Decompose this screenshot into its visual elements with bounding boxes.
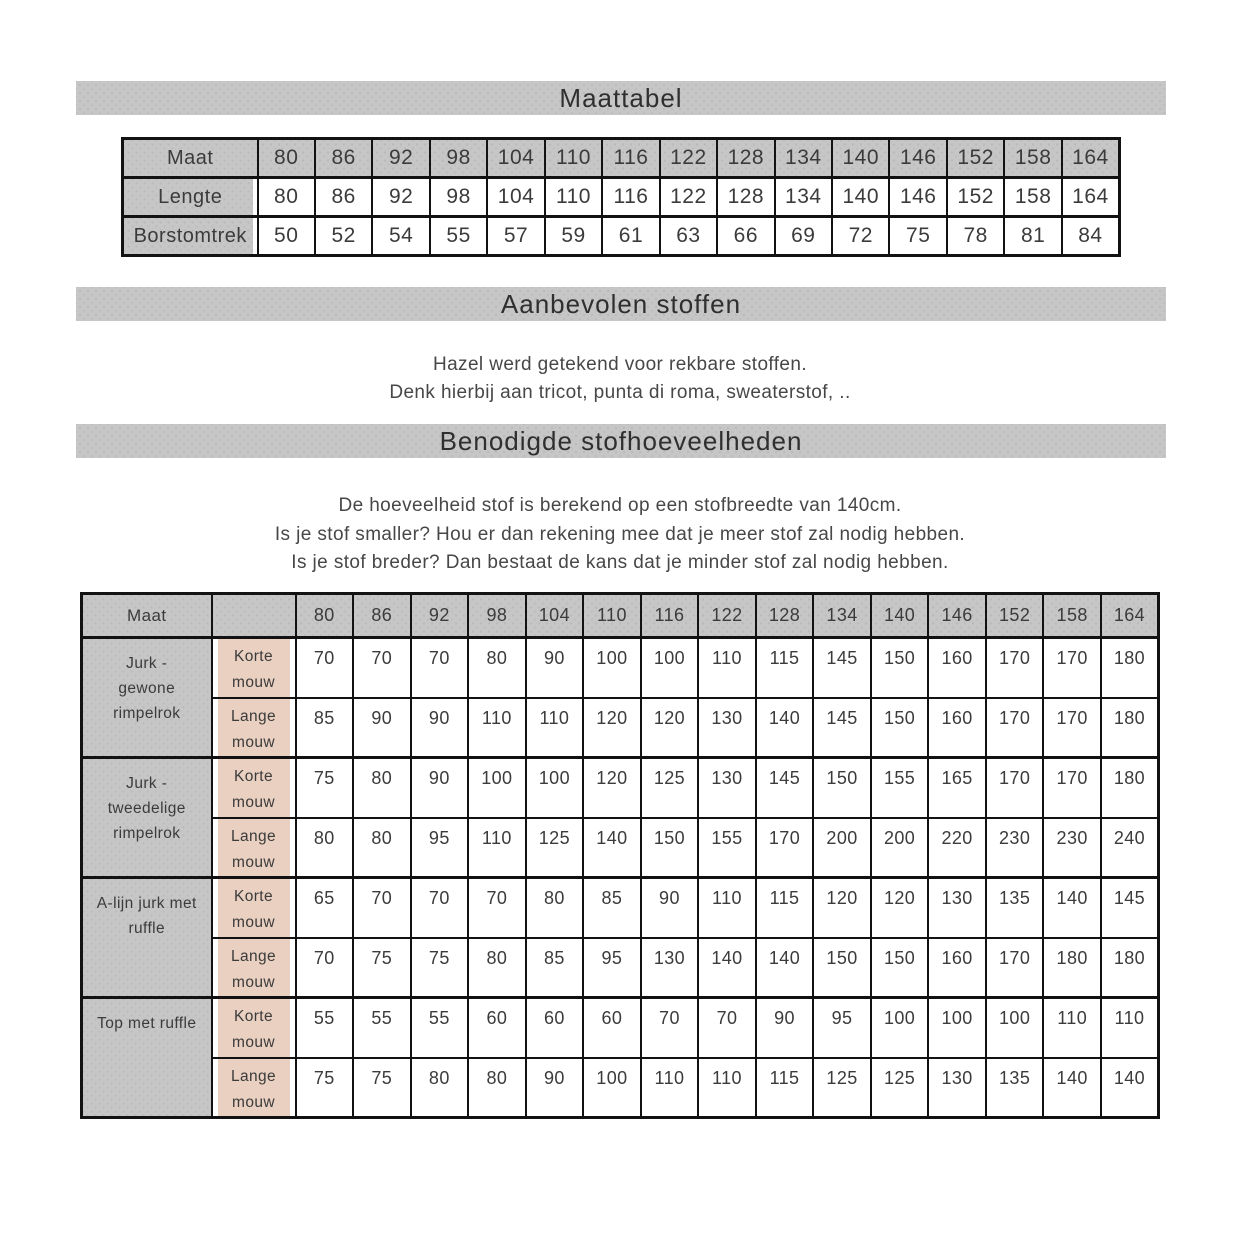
fabric-table-value-cell: 130: [928, 1058, 986, 1118]
size-table-cell: 164: [1062, 178, 1120, 217]
fabric-table-row: [82, 938, 1159, 998]
fabric-table-value-cell: 240: [1101, 818, 1159, 878]
size-table-cell: 140: [832, 139, 889, 178]
fabric-table-header-size: 122: [698, 594, 756, 638]
fabric-table-value-cell: 110: [468, 818, 526, 878]
fabric-table-value-cell: 220: [928, 818, 986, 878]
fabric-table-value-cell: 85: [526, 938, 584, 998]
fabric-table-value-cell: 115: [756, 1058, 814, 1118]
fabric-table-value-cell: 75: [353, 1058, 411, 1118]
fabric-table-value-cell: 140: [583, 818, 641, 878]
fabric-table-value-cell: 70: [296, 938, 354, 998]
fabric-table-value-cell: 180: [1101, 758, 1159, 818]
fabric-table-header-size: 152: [986, 594, 1044, 638]
fabric-table-header-size: 116: [641, 594, 699, 638]
fabric-table-value-cell: 120: [583, 758, 641, 818]
fabric-table-value-cell: 80: [468, 938, 526, 998]
fabric-table-header-size: 110: [583, 594, 641, 638]
fabric-table-value-cell: 100: [928, 998, 986, 1058]
fabric-table-header-size: 140: [871, 594, 929, 638]
fabric-table-sleeve-label: Lange mouw: [212, 698, 296, 758]
size-table-cell: 92: [372, 139, 429, 178]
fabric-table: [80, 592, 1160, 1119]
fabric-table-value-cell: 75: [353, 938, 411, 998]
fabric-table-header-size: 98: [468, 594, 526, 638]
fabric-table-value-cell: 125: [526, 818, 584, 878]
fabric-table-header-empty-cell: [212, 594, 296, 638]
fabric-table-value-cell: 70: [296, 638, 354, 698]
size-table-cell: 146: [889, 139, 946, 178]
section-title-maattabel: Maattabel: [76, 81, 1166, 115]
fabric-table-value-cell: 145: [813, 698, 871, 758]
fabric-table-value-cell: 70: [353, 878, 411, 938]
size-table-cell: 63: [660, 217, 717, 256]
fabric-table-value-cell: 110: [1101, 998, 1159, 1058]
fabric-table-value-cell: 100: [583, 638, 641, 698]
size-table-cell: 122: [660, 178, 717, 217]
size-table-cell: 152: [947, 139, 1004, 178]
size-table-row: [123, 178, 1120, 217]
size-table-cell: 158: [1004, 139, 1061, 178]
size-table-cell: 69: [775, 217, 832, 256]
size-table-cell: 98: [430, 139, 487, 178]
fabric-table-value-cell: 160: [928, 938, 986, 998]
fabric-table-header-size: 134: [813, 594, 871, 638]
fabric-table-value-cell: 170: [1043, 698, 1101, 758]
fabric-table-value-cell: 55: [353, 998, 411, 1058]
fabric-table-value-cell: 80: [526, 878, 584, 938]
fabric-table-value-cell: 170: [986, 758, 1044, 818]
fabric-table-sleeve-label: Korte mouw: [212, 998, 296, 1058]
fabric-table-value-cell: 120: [583, 698, 641, 758]
size-table-cell: 55: [430, 217, 487, 256]
fabric-table-garment-label: Jurk - gewone rimpelrok: [82, 638, 212, 758]
fabric-table-sleeve-label: Korte mouw: [212, 638, 296, 698]
fabric-table-value-cell: 150: [641, 818, 699, 878]
size-table-cell: 81: [1004, 217, 1061, 256]
fabric-table-value-cell: 90: [641, 878, 699, 938]
fabric-table-value-cell: 170: [986, 638, 1044, 698]
size-table-cell: 61: [602, 217, 659, 256]
fabric-table-value-cell: 100: [583, 1058, 641, 1118]
fabric-table-value-cell: 140: [698, 938, 756, 998]
fabric-table-value-cell: 155: [698, 818, 756, 878]
fabric-table-value-cell: 90: [411, 698, 469, 758]
fabric-table-value-cell: 110: [698, 1058, 756, 1118]
fabric-table-header-size: 128: [756, 594, 814, 638]
fabric-table-value-cell: 80: [353, 818, 411, 878]
fabric-table-value-cell: 100: [871, 998, 929, 1058]
size-table-cell: 66: [717, 217, 774, 256]
size-table-cell: 78: [947, 217, 1004, 256]
fabric-table-value-cell: 170: [986, 938, 1044, 998]
fabric-table-value-cell: 110: [641, 1058, 699, 1118]
fabric-table-value-cell: 160: [928, 638, 986, 698]
fabric-table-value-cell: 120: [641, 698, 699, 758]
fabric-table-value-cell: 115: [756, 878, 814, 938]
fabric-table-header-size: 164: [1101, 594, 1159, 638]
fabric-table-value-cell: 60: [583, 998, 641, 1058]
fabric-table-header-row: [82, 594, 1159, 638]
fabric-table-header-label: Maat: [82, 594, 212, 638]
size-table-cell: 152: [947, 178, 1004, 217]
size-table-cell: 80: [258, 139, 315, 178]
size-table-cell: 92: [372, 178, 429, 217]
fabric-table-value-cell: 130: [698, 698, 756, 758]
size-table-cell: 134: [775, 139, 832, 178]
fabric-table-sleeve-label: Lange mouw: [212, 1058, 296, 1118]
size-table-cell: 128: [717, 178, 774, 217]
fabric-table-value-cell: 135: [986, 1058, 1044, 1118]
fabric-table-value-cell: 55: [411, 998, 469, 1058]
fabric-table-value-cell: 80: [411, 1058, 469, 1118]
fabric-table-value-cell: 230: [1043, 818, 1101, 878]
fabric-table-value-cell: 145: [1101, 878, 1159, 938]
size-table-cell: 116: [602, 178, 659, 217]
fabric-table-header-size: 80: [296, 594, 354, 638]
size-table-row-label: Lengte: [123, 178, 258, 217]
fabric-table-value-cell: 80: [468, 638, 526, 698]
fabric-table-value-cell: 150: [871, 638, 929, 698]
size-table-cell: 158: [1004, 178, 1061, 217]
fabric-table-value-cell: 135: [986, 878, 1044, 938]
fabric-table-value-cell: 70: [411, 638, 469, 698]
fabric-table-value-cell: 90: [756, 998, 814, 1058]
fabric-table-value-cell: 85: [583, 878, 641, 938]
fabric-table-value-cell: 150: [813, 938, 871, 998]
fabric-table-value-cell: 110: [468, 698, 526, 758]
fabric-table-value-cell: 90: [526, 1058, 584, 1118]
fabric-table-value-cell: 200: [871, 818, 929, 878]
fabric-table-row: [82, 638, 1159, 698]
fabric-table-value-cell: 80: [353, 758, 411, 818]
size-table-cell: 104: [487, 139, 544, 178]
fabric-table-value-cell: 140: [756, 698, 814, 758]
fabric-table-header-size: 158: [1043, 594, 1101, 638]
fabric-table-value-cell: 70: [468, 878, 526, 938]
fabric-table-value-cell: 145: [756, 758, 814, 818]
size-table-cell: 128: [717, 139, 774, 178]
size-table-cell: 75: [889, 217, 946, 256]
fabric-table-value-cell: 125: [641, 758, 699, 818]
fabric-table-value-cell: 180: [1043, 938, 1101, 998]
size-table: [121, 137, 1121, 257]
fabric-table-value-cell: 130: [928, 878, 986, 938]
size-table-cell: 59: [545, 217, 602, 256]
fabric-table-sleeve-label: Lange mouw: [212, 818, 296, 878]
size-table-cell: 86: [315, 178, 372, 217]
section-title-aanbevolen-stoffen: Aanbevolen stoffen: [76, 287, 1166, 321]
size-table-cell: 98: [430, 178, 487, 217]
fabric-table-row: [82, 1058, 1159, 1118]
fabric-table-sleeve-label: Lange mouw: [212, 938, 296, 998]
fabric-table-value-cell: 70: [353, 638, 411, 698]
fabric-table-header-size: 146: [928, 594, 986, 638]
fabric-table-body: [82, 638, 1159, 1118]
fabric-table-value-cell: 155: [871, 758, 929, 818]
fabric-table-row: [82, 698, 1159, 758]
fabric-table-value-cell: 130: [641, 938, 699, 998]
size-table-cell: 122: [660, 139, 717, 178]
size-table-cell: 84: [1062, 217, 1120, 256]
fabric-table-header-size: 104: [526, 594, 584, 638]
fabric-table-value-cell: 95: [583, 938, 641, 998]
fabric-table-value-cell: 70: [698, 998, 756, 1058]
size-table-cell: 57: [487, 217, 544, 256]
size-table-cell: 72: [832, 217, 889, 256]
size-table-cell: 50: [258, 217, 315, 256]
fabric-table-garment-label: Top met ruffle: [82, 998, 212, 1118]
fabric-table-value-cell: 180: [1101, 698, 1159, 758]
fabric-table-value-cell: 100: [986, 998, 1044, 1058]
fabric-table-header: [82, 594, 1159, 638]
fabric-table-value-cell: 230: [986, 818, 1044, 878]
fabric-table-value-cell: 125: [813, 1058, 871, 1118]
fabric-table-value-cell: 200: [813, 818, 871, 878]
fabric-table-value-cell: 90: [411, 758, 469, 818]
fabric-table-value-cell: 140: [756, 938, 814, 998]
size-table-cell: 54: [372, 217, 429, 256]
fabric-table-garment-label: A-lijn jurk met ruffle: [82, 878, 212, 998]
fabric-table-value-cell: 120: [871, 878, 929, 938]
fabric-table-value-cell: 170: [986, 698, 1044, 758]
fabric-table-value-cell: 110: [698, 638, 756, 698]
fabric-table-value-cell: 170: [756, 818, 814, 878]
size-table-cell: 164: [1062, 139, 1120, 178]
fabric-table-value-cell: 90: [353, 698, 411, 758]
fabric-table-value-cell: 125: [871, 1058, 929, 1118]
fabric-table-value-cell: 145: [813, 638, 871, 698]
fabric-table-value-cell: 115: [756, 638, 814, 698]
size-table-cell: 140: [832, 178, 889, 217]
size-table-cell: 110: [545, 139, 602, 178]
fabric-table-value-cell: 110: [526, 698, 584, 758]
fabric-table-row: [82, 758, 1159, 818]
size-table-cell: 134: [775, 178, 832, 217]
fabric-table-value-cell: 110: [1043, 998, 1101, 1058]
fabric-table-value-cell: 150: [871, 698, 929, 758]
fabric-table-value-cell: 75: [296, 1058, 354, 1118]
fabric-table-value-cell: 75: [411, 938, 469, 998]
fabric-table-row: [82, 878, 1159, 938]
fabric-table-value-cell: 70: [411, 878, 469, 938]
fabric-table-value-cell: 120: [813, 878, 871, 938]
fabric-table-row: [82, 998, 1159, 1058]
fabric-table-value-cell: 95: [813, 998, 871, 1058]
fabric-table-value-cell: 100: [641, 638, 699, 698]
fabric-table-value-cell: 180: [1101, 938, 1159, 998]
fabric-table-sleeve-label: Korte mouw: [212, 758, 296, 818]
fabric-table-value-cell: 150: [813, 758, 871, 818]
fabric-table-value-cell: 180: [1101, 638, 1159, 698]
fabric-table-value-cell: 80: [468, 1058, 526, 1118]
size-table-cell: 80: [258, 178, 315, 217]
fabric-table-value-cell: 80: [296, 818, 354, 878]
fabric-table-header-size: 86: [353, 594, 411, 638]
fabric-table-value-cell: 75: [296, 758, 354, 818]
section-title-benodigde-stofhoeveelheden: Benodigde stofhoeveelheden: [76, 424, 1166, 458]
size-table-cell: 52: [315, 217, 372, 256]
fabric-table-value-cell: 55: [296, 998, 354, 1058]
fabric-table-value-cell: 110: [698, 878, 756, 938]
fabric-table-value-cell: 140: [1043, 1058, 1101, 1118]
fabric-table-value-cell: 165: [928, 758, 986, 818]
fabric-table-header-size: 92: [411, 594, 469, 638]
size-table-cell: 104: [487, 178, 544, 217]
size-table-row: [123, 217, 1120, 256]
fabric-table-value-cell: 140: [1101, 1058, 1159, 1118]
fabric-table-value-cell: 160: [928, 698, 986, 758]
fabric-table-value-cell: 90: [526, 638, 584, 698]
fabric-table-garment-label: Jurk - tweedelige rimpelrok: [82, 758, 212, 878]
recommended-fabrics-text: Hazel werd getekend voor rekbare stoffen. Denk hierbij aan tricot, punta di roma, sweaterstof, ..: [389, 354, 851, 403]
size-table-cell: 116: [602, 139, 659, 178]
fabric-table-sleeve-label: Korte mouw: [212, 878, 296, 938]
fabric-table-value-cell: 65: [296, 878, 354, 938]
fabric-table-value-cell: 60: [526, 998, 584, 1058]
fabric-table-value-cell: 170: [1043, 638, 1101, 698]
fabric-table-value-cell: 140: [1043, 878, 1101, 938]
size-table-row-label: Maat: [123, 139, 258, 178]
fabric-table-value-cell: 170: [1043, 758, 1101, 818]
size-table-body: [123, 139, 1120, 256]
size-table-cell: 110: [545, 178, 602, 217]
fabric-table-value-cell: 95: [411, 818, 469, 878]
size-table-row: [123, 139, 1120, 178]
fabric-table-value-cell: 130: [698, 758, 756, 818]
size-table-cell: 86: [315, 139, 372, 178]
fabric-table-value-cell: 100: [526, 758, 584, 818]
size-table-cell: 146: [889, 178, 946, 217]
fabric-table-value-cell: 100: [468, 758, 526, 818]
size-table-row-label: Borstomtrek: [123, 217, 258, 256]
fabric-table-value-cell: 70: [641, 998, 699, 1058]
fabric-table-value-cell: 150: [871, 938, 929, 998]
fabric-table-value-cell: 85: [296, 698, 354, 758]
fabric-table-row: [82, 818, 1159, 878]
fabric-width-note-text: De hoeveelheid stof is berekend op een stofbreedte van 140cm. Is je stof smaller? Hou er dan rekening mee dat je meer stof zal nodig hebben. Is je stof breder? Dan bestaat de kans dat je minder stof zal nodig hebben.: [274, 495, 966, 573]
fabric-table-value-cell: 60: [468, 998, 526, 1058]
